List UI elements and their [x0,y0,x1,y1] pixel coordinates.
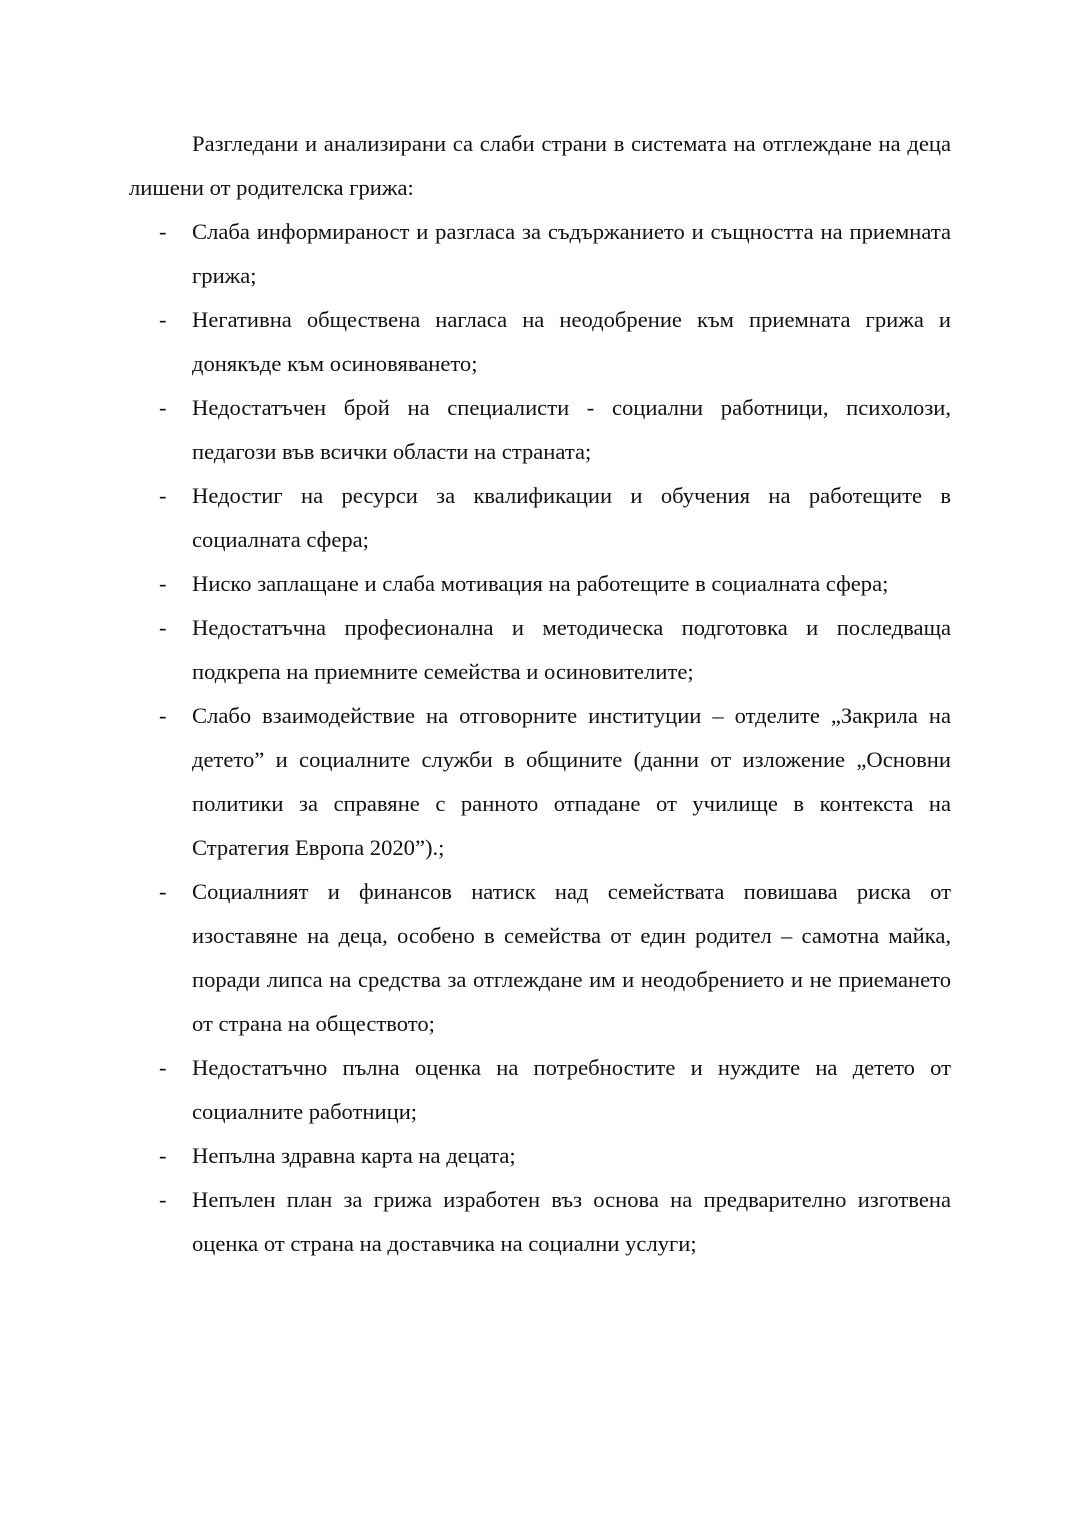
bullet-dash: - [159,615,167,640]
list-item [129,1046,951,1134]
list-item-text: Слабо взаимодействие на отговорните институции – отделите „Закрила на детето” и социалните служби в общините (данни от изложение „Основни политики за справяне с ранното отпадане от училище в контекста на Стратегия Европа 2020”).; [192,703,951,860]
list-item [129,1134,951,1178]
page-content [129,122,951,1266]
list-item-text: Непълен план за грижа изработен въз основа на предварително изготвена оценка от страна на доставчика на социални услуги; [192,1187,951,1256]
list-item [129,606,951,694]
list-item [129,298,951,386]
bullet-dash: - [159,483,167,508]
weakness-list [129,210,951,1266]
list-item-text: Недостатъчен брой на специалисти - социални работници, психолози, педагози във всички области на страната; [192,395,951,464]
bullet-dash: - [159,395,167,420]
list-item [129,386,951,474]
list-item [129,694,951,870]
list-item-text: Недостиг на ресурси за квалификации и обучения на работещите в социалната сфера; [192,483,951,552]
list-item-text: Социалният и финансов натиск над семействата повишава риска от изоставяне на деца, особено в семейства от един родител – самотна майка, поради липса на средства за отглеждане им и неодобрението и не приемането от страна на обществото; [192,879,951,1036]
bullet-dash: - [159,703,167,728]
list-item [129,870,951,1046]
list-item-text: Слаба информираност и разгласа за съдържанието и същността на приемната грижа; [192,219,951,288]
bullet-dash: - [159,879,167,904]
bullet-dash: - [159,571,167,596]
bullet-dash: - [159,1055,167,1080]
list-item [129,210,951,298]
list-item [129,474,951,562]
bullet-dash: - [159,219,167,244]
list-item-text: Негативна обществена нагласа на неодобрение към приемната грижа и донякъде към осиновяването; [192,307,951,376]
list-item-text: Непълна здравна карта на децата; [192,1143,516,1168]
list-item [129,562,951,606]
list-item-text: Ниско заплащане и слаба мотивация на работещите в социалната сфера; [192,571,889,596]
bullet-dash: - [159,1187,167,1212]
bullet-dash: - [159,1143,167,1168]
bullet-dash: - [159,307,167,332]
intro-paragraph: Разгледани и анализирани са слаби страни в системата на отглеждане на деца лишени от родителска грижа: [129,131,951,200]
list-item-text: Недостатъчно пълна оценка на потребностите и нуждите на детето от социалните работници; [192,1055,951,1124]
list-item [129,1178,951,1266]
list-item-text: Недостатъчна професионална и методическа подготовка и последваща подкрепа на приемните семейства и осиновителите; [192,615,951,684]
